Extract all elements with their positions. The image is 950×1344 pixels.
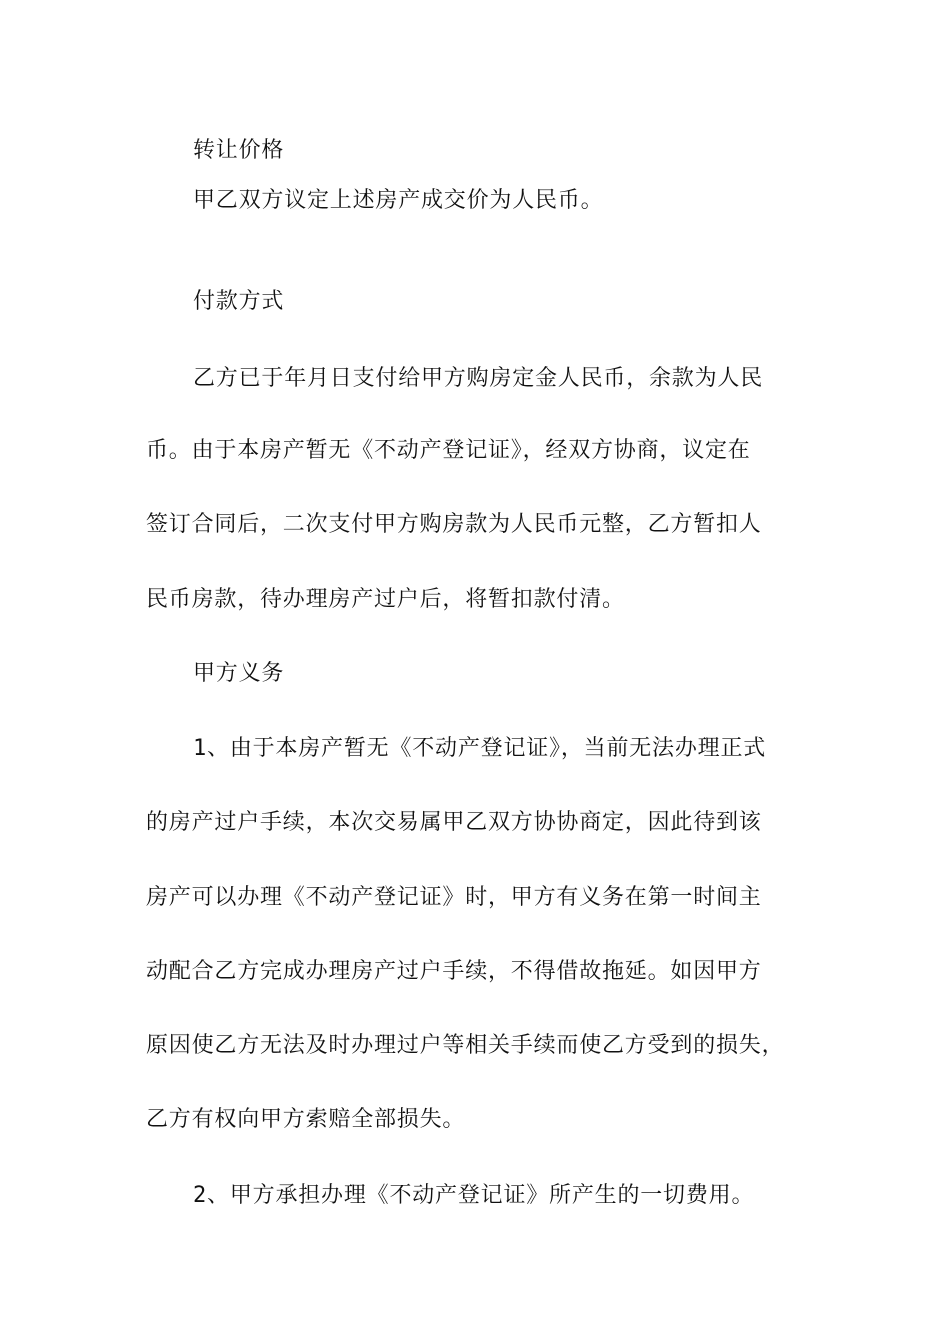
paragraph-line: 甲乙双方议定上述房产成交价为人民币。	[193, 188, 604, 213]
paragraph-line: 2、甲方承担办理《不动产登记证》所产生的一切费用。	[193, 1183, 755, 1208]
paragraph-line: 乙方有权向甲方索赔全部损失。	[146, 1107, 466, 1132]
paragraph-line: 签订合同后，二次支付甲方购房款为人民币元整，乙方暂扣人	[146, 512, 762, 537]
paragraph-line: 的房产过户手续，本次交易属甲乙双方协协商定，因此待到该	[146, 810, 762, 835]
paragraph-line: 民币房款，待办理房产过户后，将暂扣款付清。	[146, 587, 625, 612]
section-heading-transfer-price: 转让价格	[193, 138, 285, 163]
section-heading-party-a-obligations: 甲方义务	[193, 661, 285, 686]
section-heading-payment-method: 付款方式	[193, 289, 285, 314]
paragraph-line: 动配合乙方完成办理房产过户手续，不得借故拖延。如因甲方	[146, 959, 762, 984]
paragraph-line: 币。由于本房产暂无《不动产登记证》，经双方协商，议定在	[146, 438, 751, 463]
paragraph-line: 原因使乙方无法及时办理过户等相关手续而使乙方受到的损失，	[146, 1033, 785, 1058]
paragraph-line: 房产可以办理《不动产登记证》时，甲方有义务在第一时间主	[146, 885, 762, 910]
paragraph-line: 1、由于本房产暂无《不动产登记证》，当前无法办理正式	[193, 736, 767, 761]
paragraph-line: 乙方已于年月日支付给甲方购房定金人民币，余款为人民	[193, 366, 764, 391]
